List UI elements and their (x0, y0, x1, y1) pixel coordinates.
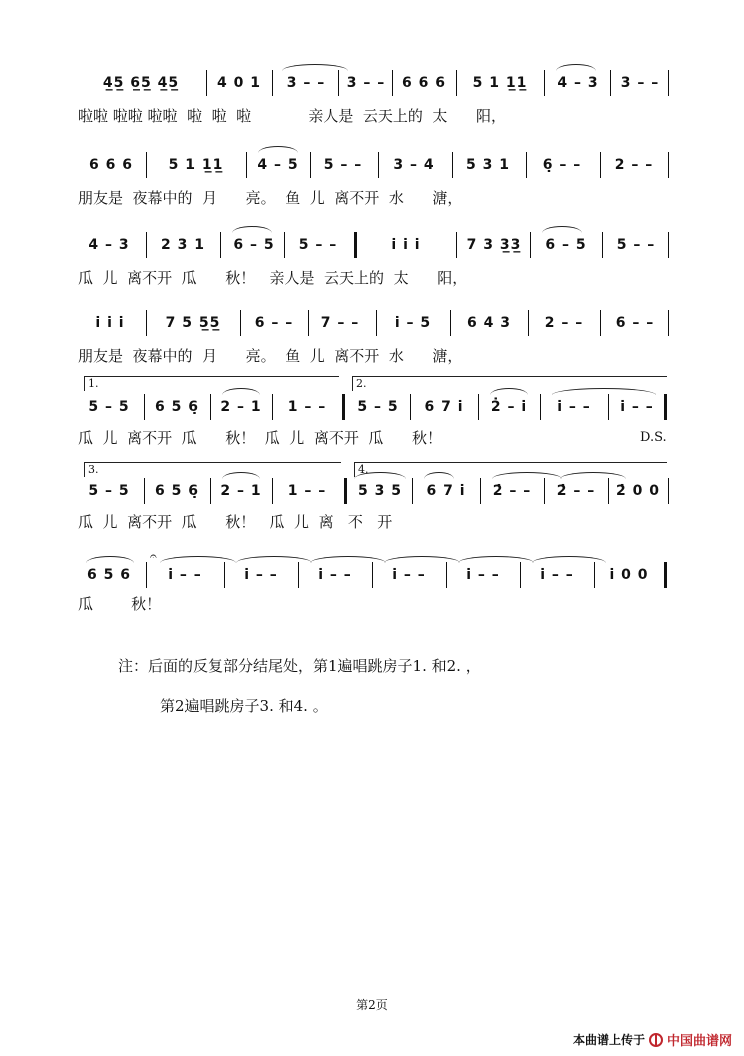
volta-number: 3. (88, 463, 99, 476)
barline (308, 310, 309, 336)
barline (446, 562, 447, 588)
measure: i̇ – – (620, 399, 654, 415)
barline (456, 232, 457, 258)
measure: 5 – – (298, 237, 338, 253)
measure: i̇ – – (168, 567, 202, 583)
measure: i̇ i̇ i̇ (95, 315, 125, 331)
tie-slur (458, 556, 534, 563)
tie-slur (552, 388, 656, 395)
measure: 7 5 5̲5̲ (165, 315, 221, 331)
measure: 5 – – (616, 237, 656, 253)
measure: 5 – 5 (88, 483, 130, 499)
measure: 6 6 6 (402, 75, 446, 91)
tie-slur (160, 556, 236, 563)
volta-number: 2. (356, 377, 367, 390)
measure: 5 1 1̲1̲ (168, 157, 224, 173)
lyric-line: 瓜 儿 离不开 瓜 秋！ 瓜 儿 离 不 开 (78, 513, 393, 531)
tie-slur (542, 226, 582, 233)
barline (526, 152, 527, 178)
lyric-line: 瓜 秋！ (78, 595, 162, 613)
barline (310, 152, 311, 178)
barline (610, 70, 611, 96)
barline (478, 394, 479, 420)
measure: 6 – – (615, 315, 655, 331)
barline (410, 394, 411, 420)
tie-slur (424, 472, 454, 479)
measure: 6 4 3 (467, 315, 511, 331)
barline (378, 152, 379, 178)
notation-row (0, 70, 744, 96)
measure: 6 – 5 (233, 237, 275, 253)
tie-slur (222, 472, 260, 479)
measure: i̇ – – (392, 567, 426, 583)
lyric-line: 朋友是 夜幕中的 月 亮。 鱼 儿 离不开 水 溏， (78, 189, 463, 207)
notation-row (0, 152, 744, 178)
final-barline (664, 562, 667, 588)
measure: 6 7 i̇ (424, 399, 464, 415)
volta-number: 4. (358, 463, 369, 476)
barline (298, 562, 299, 588)
measure: 1 – – (287, 399, 327, 415)
barline (272, 478, 273, 504)
barline (544, 70, 545, 96)
barline (600, 152, 601, 178)
barline (284, 232, 285, 258)
measure: 3 – – (286, 75, 326, 91)
barline (668, 478, 669, 504)
measure: 6 7 i̇ (426, 483, 466, 499)
measure: 3 – – (346, 75, 386, 91)
barline (146, 152, 147, 178)
barline (600, 310, 601, 336)
tie-slur (236, 556, 312, 563)
measure: i̇ – 5 (394, 315, 432, 331)
dal-segno-mark: D.S. (640, 430, 667, 445)
notation-row (0, 394, 744, 420)
barline (376, 310, 377, 336)
measure: 5 – 5 (357, 399, 399, 415)
measure: 5 – 5 (88, 399, 130, 415)
measure: i̇ – – (540, 567, 574, 583)
tie-slur (232, 226, 272, 233)
measure: i̇ 0 0 (609, 567, 649, 583)
site-logo-icon (649, 1033, 663, 1047)
measure: 5 1 1̲1̲ (472, 75, 528, 91)
barline (338, 70, 339, 96)
barline (668, 152, 669, 178)
barline (272, 394, 273, 420)
measure: i̇ – – (557, 399, 591, 415)
barline (668, 310, 669, 336)
measure: 2 – 1 (220, 483, 262, 499)
upload-credit (573, 1030, 732, 1049)
barline (240, 310, 241, 336)
measure: 4 – 5 (257, 157, 299, 173)
barline (146, 232, 147, 258)
lyric-line: 瓜 儿 离不开 瓜 秋！ 亲人是 云天上的 太 阳， (78, 269, 468, 287)
barline (456, 70, 457, 96)
tie-slur (490, 388, 528, 395)
lyric-line: 瓜 儿 离不开 瓜 秋！ 瓜 儿 离不开 瓜 秋！ (78, 429, 442, 447)
barline (206, 70, 207, 96)
barline (144, 478, 145, 504)
note-line-2: 第2遍唱跳房子3. 和4. 。 (160, 697, 328, 715)
barline (144, 394, 145, 420)
measure: i̇ – – (244, 567, 278, 583)
barline (544, 478, 545, 504)
tie-slur (222, 388, 260, 395)
measure: 6 – – (254, 315, 294, 331)
measure: 6 5 6̣ (155, 483, 199, 499)
tie-slur (258, 146, 298, 153)
barline (224, 562, 225, 588)
tie-slur (310, 556, 386, 563)
barline (608, 478, 609, 504)
measure: 6 6 6 (89, 157, 133, 173)
measure: 6 5 6 (87, 567, 131, 583)
barline (602, 232, 603, 258)
site-name-link[interactable]: 中国曲谱网 (666, 1034, 732, 1049)
measure: i̇ – – (318, 567, 352, 583)
measure: 4 0 1 (217, 75, 261, 91)
lyric-line: 朋友是 夜幕中的 月 亮。 鱼 儿 离不开 水 溏， (78, 347, 463, 365)
barline (668, 70, 669, 96)
measure: 5 3 5 (358, 483, 402, 499)
page-number: 第2页 (356, 998, 388, 1012)
barline (452, 152, 453, 178)
barline (608, 394, 609, 420)
tie-slur (384, 556, 460, 563)
tie-slur (492, 472, 562, 479)
barline (272, 70, 273, 96)
notation-row (0, 310, 744, 336)
barline (450, 310, 451, 336)
barline (412, 478, 413, 504)
barline (372, 562, 373, 588)
measure: 2̇ – – (556, 483, 596, 499)
measure: 2̇ 0 0 (616, 483, 660, 499)
measure: 7 – – (320, 315, 360, 331)
measure: 4̲5̲ 6̲5̲ 4̲5̲ (102, 75, 180, 91)
barline (530, 232, 531, 258)
fermata-icon: 𝄐 (150, 549, 157, 563)
notation-row (0, 549, 744, 588)
tie-slur (556, 64, 596, 71)
measure: 2 – 1 (220, 399, 262, 415)
notation-row (0, 232, 744, 258)
repeat-barline (344, 478, 347, 504)
barline (520, 562, 521, 588)
barline (210, 478, 211, 504)
tie-slur (282, 64, 348, 71)
measure: 6̣ – – (542, 157, 582, 173)
volta-bracket-3 (84, 462, 341, 477)
barline (594, 562, 595, 588)
tie-slur (532, 556, 606, 563)
barline (480, 478, 481, 504)
barline (540, 394, 541, 420)
tie-slur (86, 556, 134, 563)
barline (146, 562, 147, 588)
lyric-line: 啦啦 啦啦 啦啦 啦 啦 啦 亲人是 云天上的 太 阳， (78, 107, 507, 125)
measure: 5 3 1 (466, 157, 510, 173)
volta-bracket-1 (84, 376, 339, 391)
measure: 6 – 5 (545, 237, 587, 253)
note-line-1: 注：后面的反复部分结尾处，第1遍唱跳房子1. 和2. ， (118, 657, 481, 675)
measure: 2 3 1 (161, 237, 205, 253)
measure: 5 – – (323, 157, 363, 173)
measure: 7 3 3̲3̲ (466, 237, 522, 253)
barline (392, 70, 393, 96)
measure: 2̇ – – (492, 483, 532, 499)
measure: i̇ i̇ i̇ (391, 237, 421, 253)
barline (220, 232, 221, 258)
tie-slur (560, 472, 626, 479)
measure: 3 – 4 (393, 157, 435, 173)
barline (246, 152, 247, 178)
measure: 2 – – (614, 157, 654, 173)
barline (210, 394, 211, 420)
measure: 1 – – (287, 483, 327, 499)
repeat-barline (342, 394, 345, 420)
measure: 4 – 3 (88, 237, 130, 253)
measure: 4 – 3 (557, 75, 599, 91)
final-barline (664, 394, 667, 420)
barline (146, 310, 147, 336)
measure: 2̇ – i̇ (490, 399, 528, 415)
tie-slur (354, 472, 406, 479)
repeat-barline (354, 232, 357, 258)
barline (668, 232, 669, 258)
upload-label: 本曲谱上传于 (572, 1033, 645, 1047)
measure: i̇ – – (466, 567, 500, 583)
volta-number: 1. (88, 377, 99, 390)
measure: 2 – – (544, 315, 584, 331)
notation-row (0, 478, 744, 504)
measure: 3 – – (620, 75, 660, 91)
barline (528, 310, 529, 336)
measure: 6 5 6̣ (155, 399, 199, 415)
